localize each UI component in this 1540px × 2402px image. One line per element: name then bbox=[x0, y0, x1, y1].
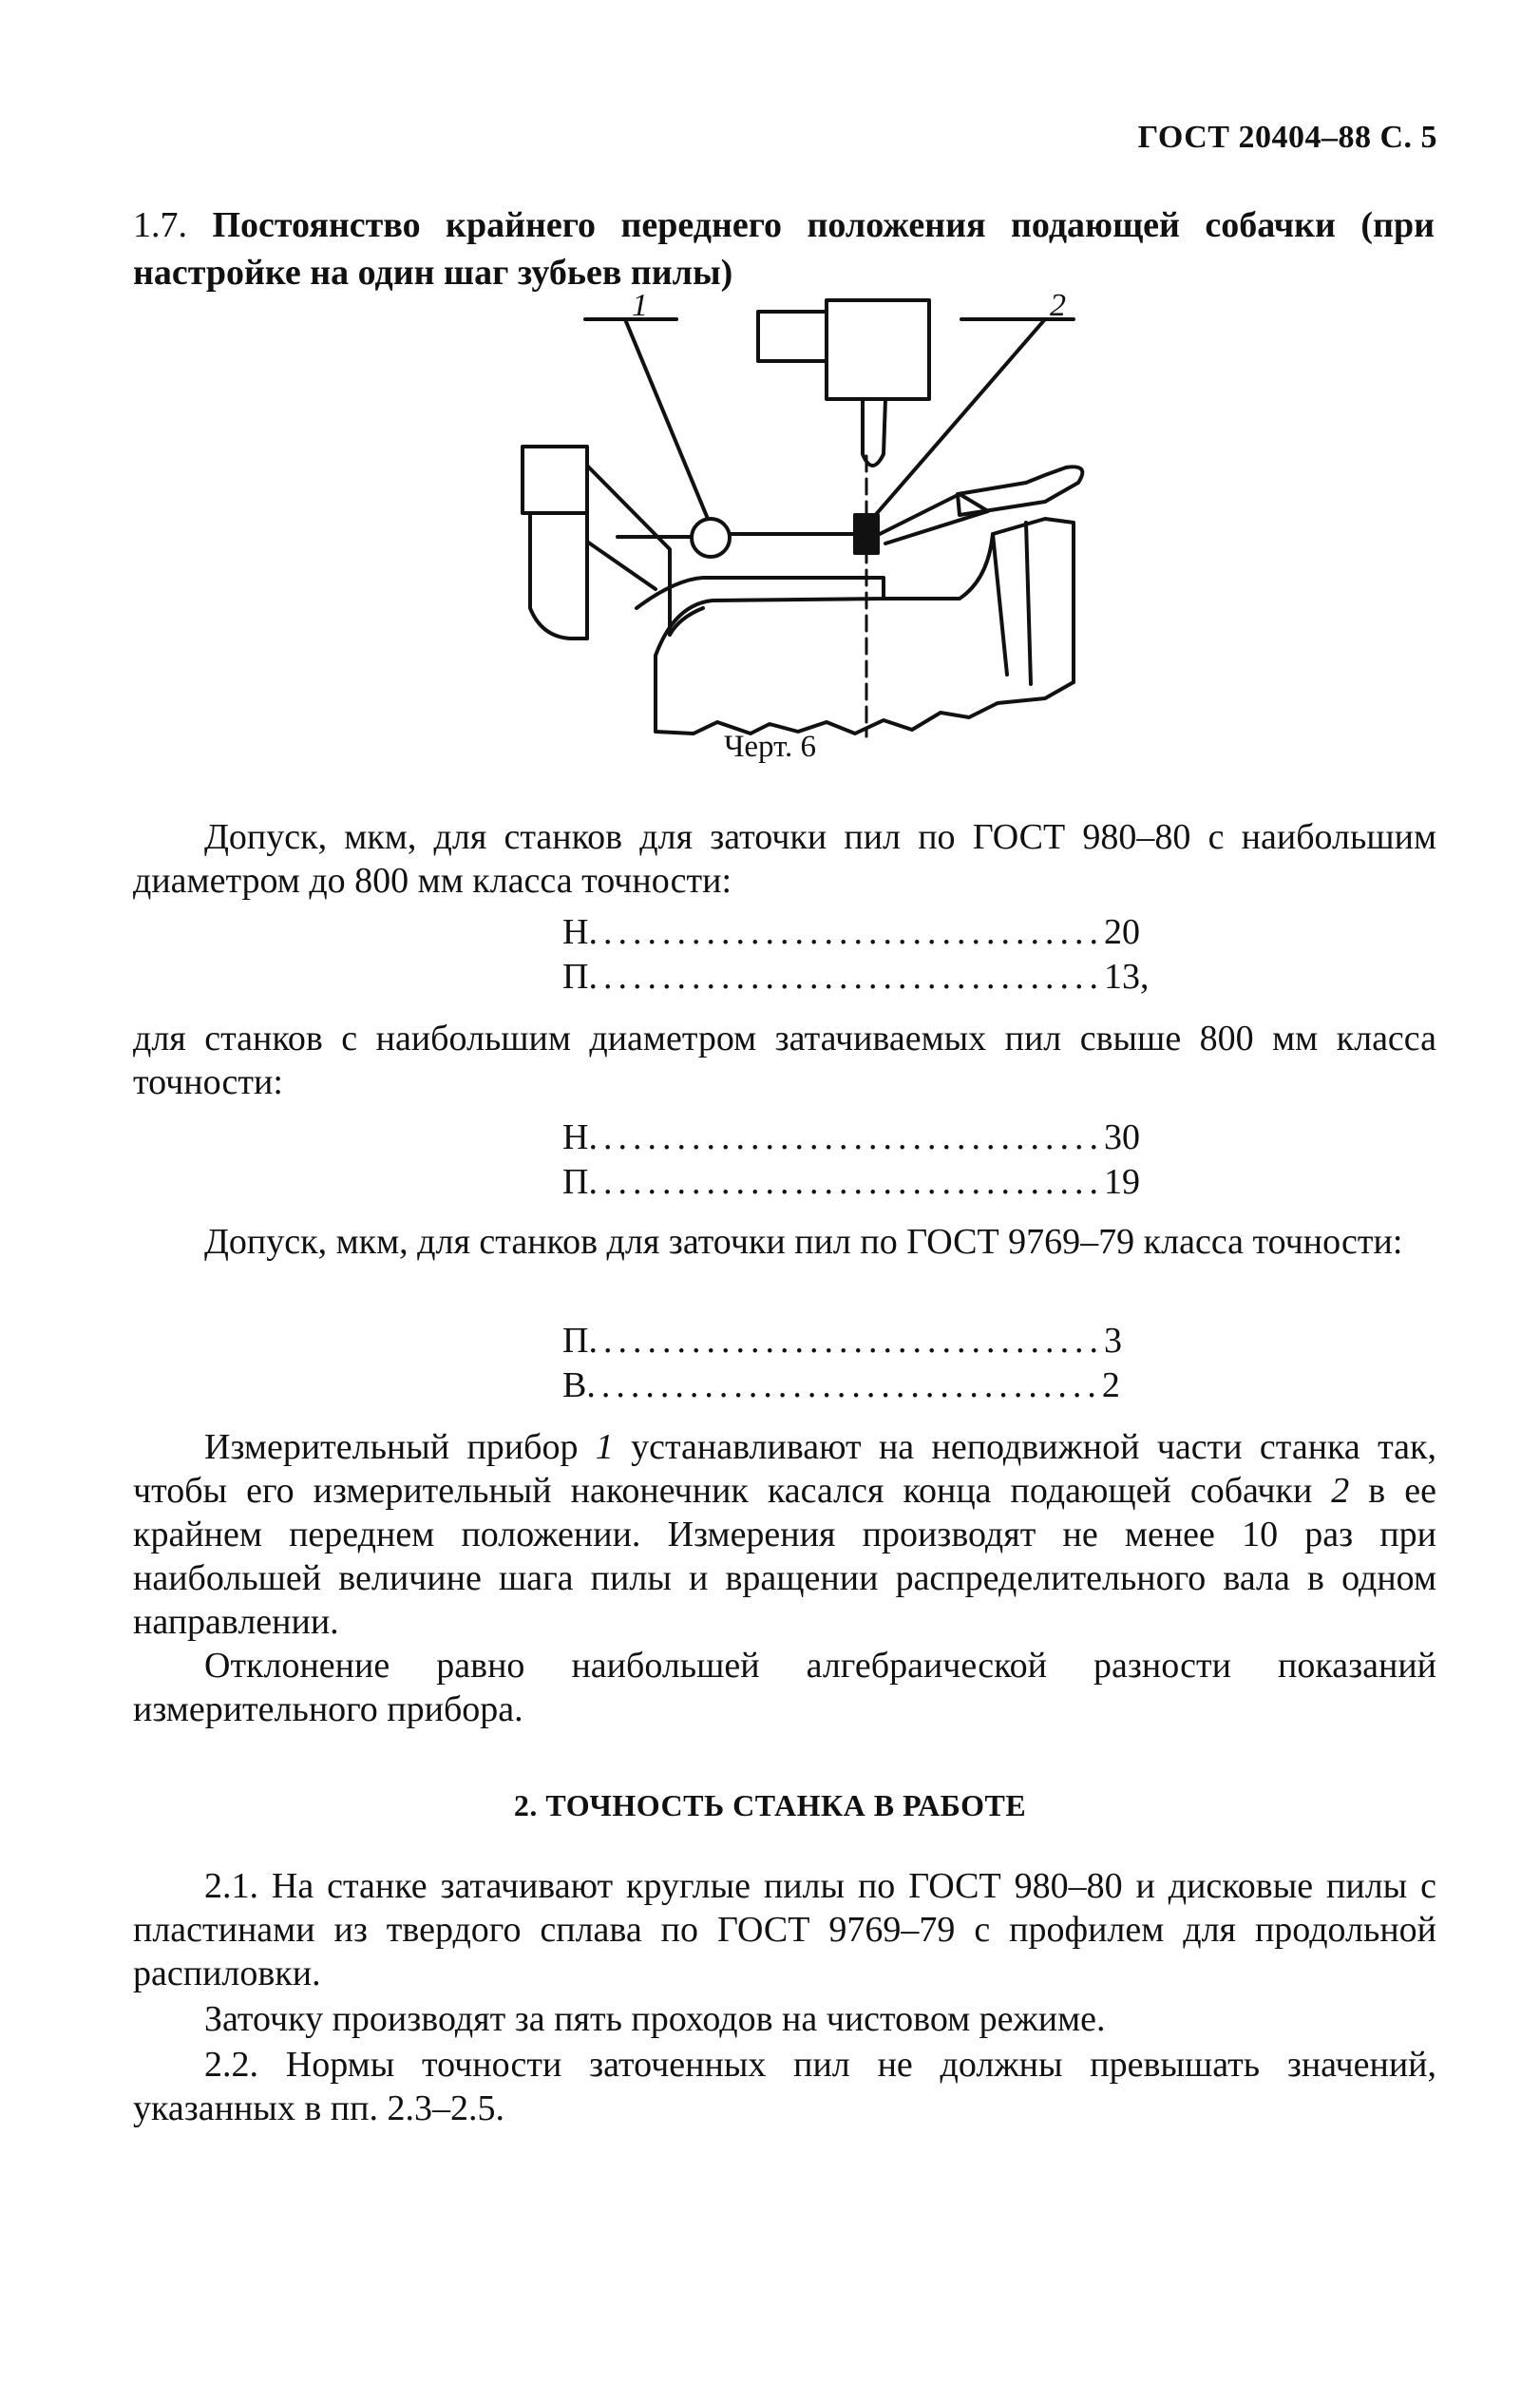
table-row bbox=[562, 1319, 1122, 1363]
figure-label-1: 1 bbox=[632, 288, 648, 323]
figure-caption: Черт. 6 bbox=[723, 730, 817, 764]
technical-drawing bbox=[513, 288, 1083, 741]
table-row bbox=[562, 955, 1150, 1000]
frame-rails bbox=[587, 466, 670, 639]
reference-2: 2 bbox=[1331, 1471, 1350, 1511]
table-row bbox=[562, 1160, 1140, 1205]
tolerance-value: 13, bbox=[1103, 957, 1150, 997]
section-1-7-heading bbox=[133, 201, 1435, 296]
table-row bbox=[562, 910, 1140, 955]
method-text-b: устанавливают на неподвижной части станка так, чтобы его измерительный наконечник касался конца подающей собачки bbox=[133, 1427, 1436, 1511]
tolerance-9769: Допуск, мкм, для станков для заточки пил по ГОСТ 9769–79 класса точности: bbox=[204, 1222, 1403, 1262]
method-paragraph bbox=[133, 1425, 1436, 1644]
class-label: П bbox=[562, 957, 589, 997]
figure-label-2: 2 bbox=[1050, 288, 1066, 323]
class-label: В bbox=[562, 1365, 587, 1405]
leader-dots: ................................... bbox=[588, 1162, 1104, 1202]
class-label: Н bbox=[562, 912, 589, 952]
leader-1 bbox=[585, 319, 708, 519]
base-casting bbox=[656, 656, 1074, 734]
right-housing bbox=[884, 519, 1074, 684]
class-label: П bbox=[562, 1162, 589, 1202]
pawl bbox=[874, 494, 988, 543]
leader-dots: ................................... bbox=[588, 957, 1104, 997]
leader-dots: ................................... bbox=[588, 1117, 1104, 1157]
indicator-body bbox=[692, 519, 730, 557]
upper-block-right bbox=[827, 300, 929, 399]
section-2-heading: 2. ТОЧНОСТЬ СТАНКА В РАБОТЕ bbox=[513, 1788, 1027, 1822]
tolerance-intro: Допуск, мкм, для станков для заточки пил по ГОСТ 980–80 с наибольшим диаметром до 800 мм класса точности: bbox=[133, 817, 1436, 901]
tolerance-value: 30 bbox=[1103, 1117, 1140, 1157]
section-2-1b: Заточку производят за пять проходов на чистовом режиме. bbox=[204, 1999, 1106, 2039]
tolerance-table-b bbox=[562, 1115, 1140, 1205]
leader-dots: ................................... bbox=[588, 912, 1104, 952]
reference-1: 1 bbox=[595, 1427, 614, 1467]
leader-2 bbox=[872, 319, 1074, 519]
pawl-holder bbox=[958, 467, 1082, 515]
section-title: Постоянство крайнего переднего положения подающей собачки (при настройке на один шаг зубьев пилы) bbox=[133, 205, 1435, 293]
section-2-2: 2.2. Нормы точности заточенных пил не должны превышать значений, указанных в пп. 2.3–2.5. bbox=[133, 2045, 1436, 2128]
class-label: П bbox=[562, 1321, 589, 1361]
tolerance-value: 20 bbox=[1103, 912, 1140, 952]
method-text-a: Измерительный прибор bbox=[204, 1427, 596, 1467]
upper-block-left bbox=[758, 312, 827, 361]
tolerance-value: 19 bbox=[1103, 1162, 1140, 1202]
tolerance-value: 2 bbox=[1101, 1365, 1120, 1405]
leader-dots: ................................... bbox=[588, 1321, 1104, 1361]
method-text-c: в ее крайнем переднем положении. Измерения производят не менее 10 раз при наибольшей величине шага пилы и вращении распределительного вала в одном направлении. bbox=[133, 1471, 1436, 1642]
left-frame-lower bbox=[530, 513, 587, 639]
feed-arm bbox=[637, 578, 884, 656]
deviation-paragraph: Отклонение равно наибольшей алгебраической разности показаний измерительного прибора. bbox=[133, 1646, 1436, 1729]
class-label: Н bbox=[562, 1117, 589, 1157]
leader-dots: ................................... bbox=[586, 1365, 1102, 1405]
table-row bbox=[562, 1115, 1140, 1160]
tolerance-over-800: для станков с наибольшим диаметром затачиваемых пил свыше 800 мм класса точности: bbox=[133, 1019, 1436, 1102]
running-header: ГОСТ 20404–88 С. 5 bbox=[1137, 120, 1437, 155]
left-frame bbox=[523, 447, 587, 513]
tolerance-value: 3 bbox=[1103, 1321, 1122, 1361]
table-row bbox=[562, 1363, 1120, 1408]
tolerance-table-a bbox=[562, 910, 1150, 1000]
tolerance-table-c bbox=[562, 1319, 1122, 1408]
section-number: 1.7. bbox=[133, 205, 187, 245]
section-2-1: 2.1. На станке затачивают круглые пилы по ГОСТ 980–80 и дисковые пилы с пластинами из твердого сплава по ГОСТ 9769–79 с профилем для продольной распиловки. bbox=[133, 1866, 1436, 1993]
